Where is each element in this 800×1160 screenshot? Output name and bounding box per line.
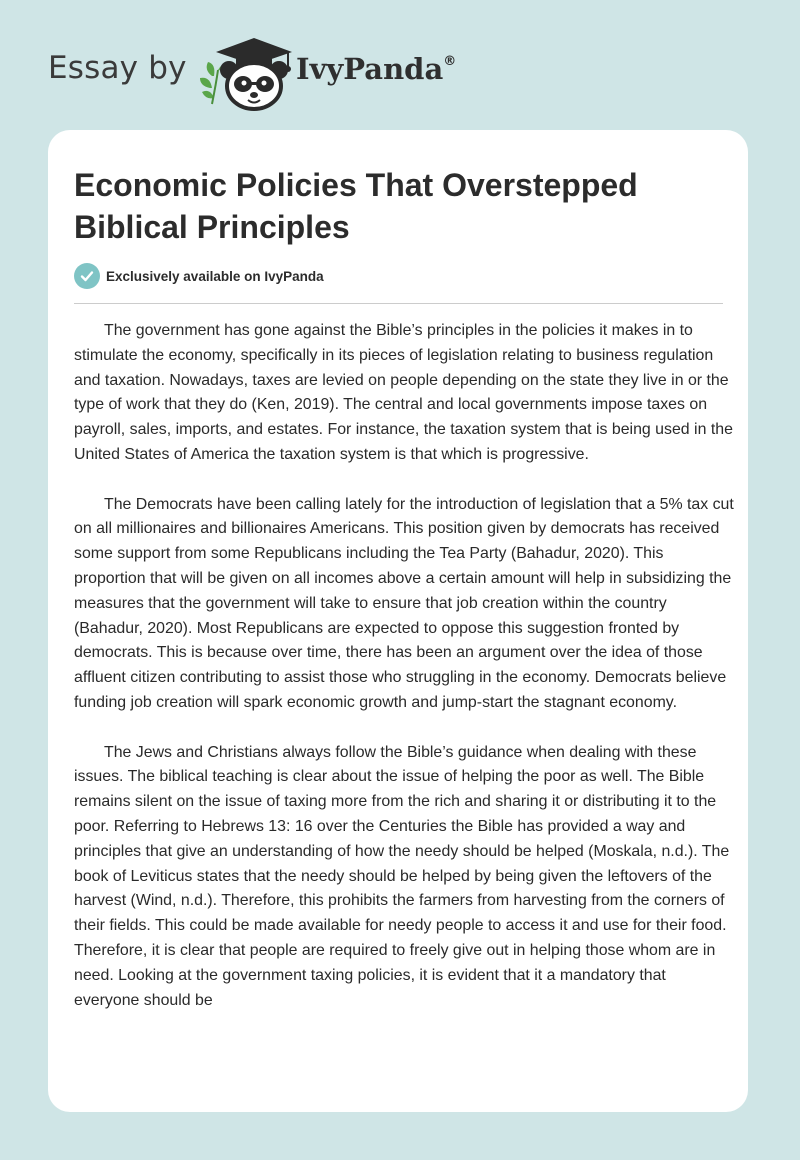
- essay-body: [74, 319, 734, 1038]
- registered-mark: ®: [443, 54, 457, 70]
- divider: [74, 303, 723, 304]
- exclusive-badge: [74, 263, 324, 289]
- page-title: Economic Policies That Overstepped Biblical Principles: [74, 167, 638, 245]
- site-header: [0, 0, 800, 130]
- paragraph: The government has gone against the Bible’s principles in the policies it makes in to stimulate the economy, specifically in its pieces of legislation relating to business regulation and taxation. Nowadays, taxes are levied on people depending on the state they live in or the type of work that they do (Ken, 2019). The central and local governments impose taxes on payroll, sales, imports, and estates. For instance, the taxation system that is being used in the United States of America the taxation system is that which is progressive.: [74, 322, 733, 463]
- essay-by-label: Essay by: [48, 50, 187, 86]
- essay-card: [48, 130, 748, 1112]
- exclusive-label: Exclusively available on IvyPanda: [106, 268, 324, 284]
- paragraph: The Jews and Christians always follow the Bible’s guidance when dealing with these issues. The biblical teaching is clear about the issue of helping the poor as well. The Bible remains silent on the issue of taxing more from the rich and sharing it or distributing it to the poor. Referring to Hebrews 13: 16 over the Centuries the Bible has provided a way and principles that give an understanding of how the needy should be helped (Moskala, n.d.). The book of Leviticus states that the needy should be helped by being given the leftovers of the harvest (Wind, n.d.). Therefore, this prohibits the farmers from harvesting from the corners of their fields. This could be made available for needy people to access it and use for their food. Therefore, it is clear that people are required to freely give out in helping those whom are in need. Looking at the government taxing policies, it is evident that it a mandatory that everyone should be: [74, 743, 730, 1009]
- check-circle-icon: [74, 263, 100, 289]
- panda-graduate-icon[interactable]: [198, 32, 294, 112]
- paragraph: The Democrats have been calling lately for the introduction of legislation that a 5% tax cut on all millionaires and billionaires Americans. This position given by democrats has received some support from some Republicans including the Tea Party (Bahadur, 2020). This proportion that will be given on all incomes above a certain amount will help in subsidizing the measures that the government will take to ensure that job creation within the country (Bahadur, 2020). Most Republicans are expected to oppose this suggestion fronted by democrats. This is because over time, there has been an argument over the idea of those affluent citizen contributing to assist those who struggling in the economy. Democrats believe funding job creation will spark economic growth and jump-start the stagnant economy.: [74, 495, 734, 711]
- brand-name[interactable]: [296, 52, 456, 86]
- brand-label: IvyPanda: [296, 52, 444, 86]
